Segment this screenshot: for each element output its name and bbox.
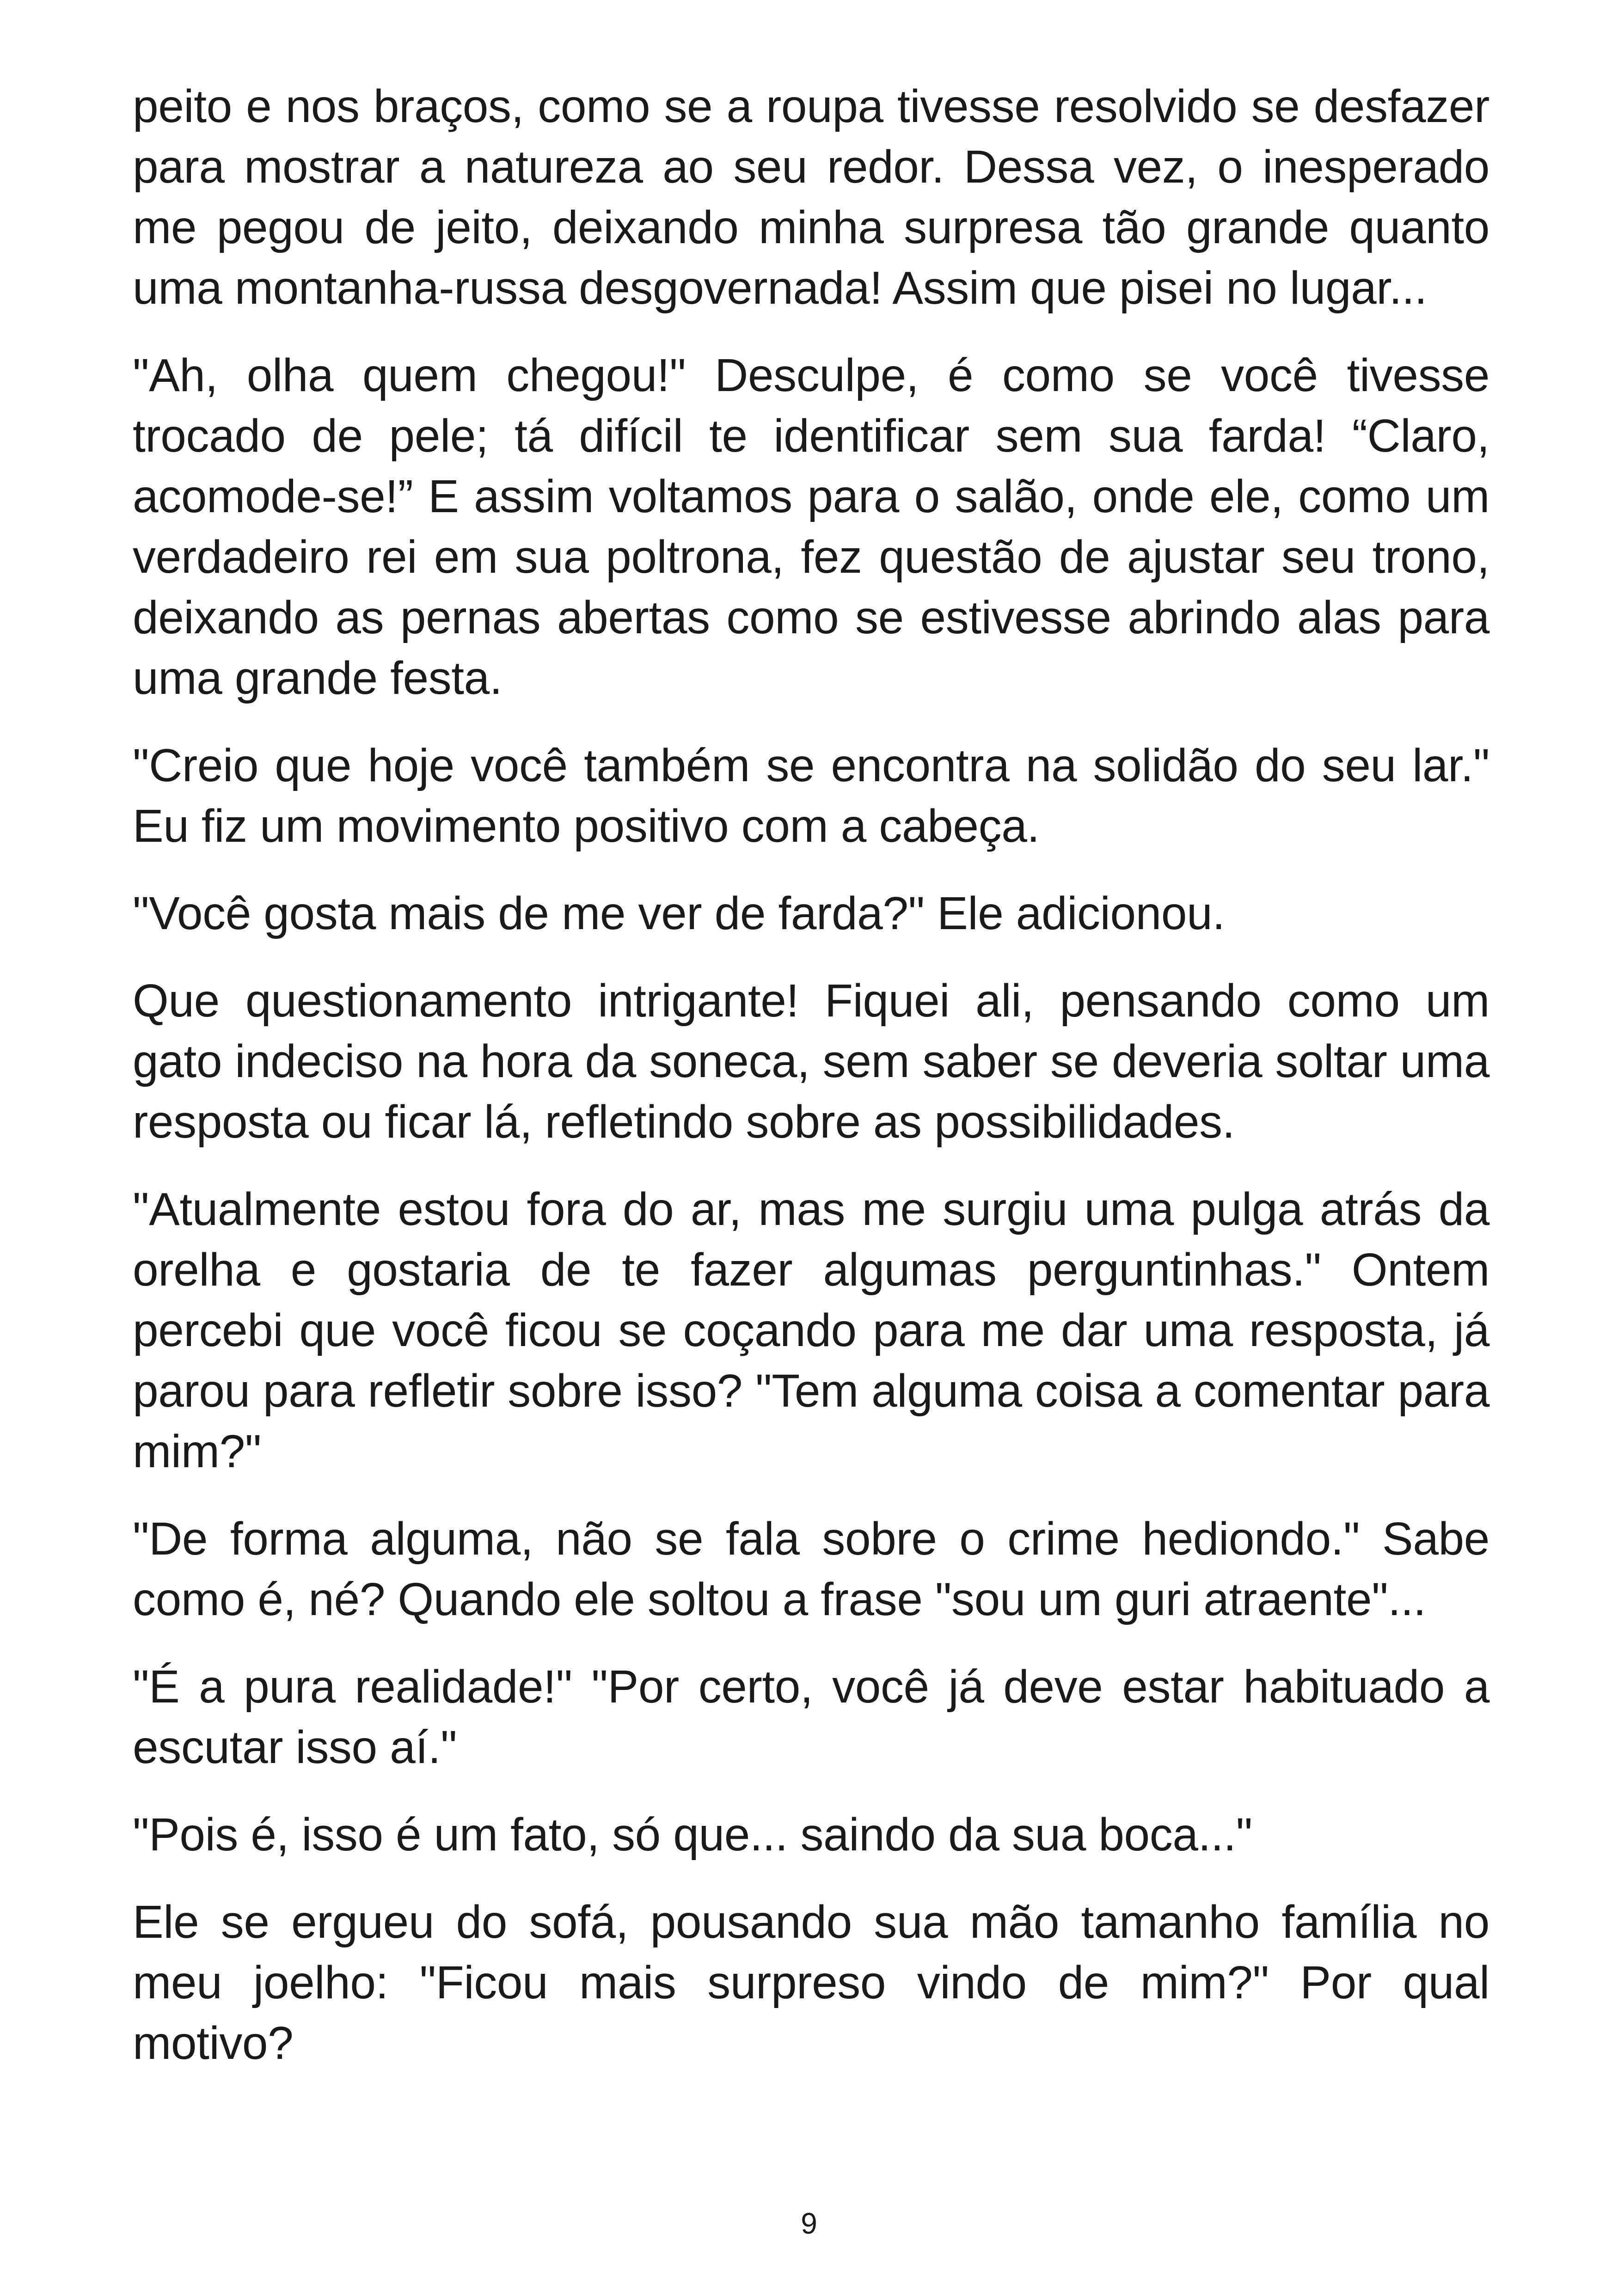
paragraph-8: "É a pura realidade!" "Por certo, você já deve estar habituado a escutar isso aí." xyxy=(133,1661,1489,1773)
paragraph-9: "Pois é, isso é um fato, só que... saindo da sua boca..." xyxy=(133,1809,1252,1861)
page-number: 9 xyxy=(801,2207,817,2240)
paragraph-2: "Ah, olha quem chegou!" Desculpe, é como se você tivesse trocado de pele; tá difícil te identificar sem sua farda! “Claro, acomode-se!” E assim voltamos para o salão, onde ele, como um verdadeiro rei em sua poltrona, fez questão de ajustar seu trono, deixando as pernas abertas como se estivesse abrindo alas para uma grande festa. xyxy=(133,349,1489,704)
paragraph-4: "Você gosta mais de me ver de farda?" Ele adicionou. xyxy=(133,888,1225,939)
paragraph-3: "Creio que hoje você também se encontra na solidão do seu lar." Eu fiz um movimento positivo com a cabeça. xyxy=(133,740,1489,852)
page-body xyxy=(133,76,1489,2100)
paragraph-1: peito e nos braços, como se a roupa tivesse resolvido se desfazer para mostrar a natureza ao seu redor. Dessa vez, o inesperado me pegou de jeito, deixando minha surpresa tão grande quanto uma montanha-russa desgovernada! Assim que pisei no lugar... xyxy=(133,80,1489,314)
paragraph-7: "De forma alguma, não se fala sobre o crime hediondo." Sabe como é, né? Quando ele soltou a frase "sou um guri atraente"... xyxy=(133,1513,1489,1625)
paragraph-6: "Atualmente estou fora do ar, mas me surgiu uma pulga atrás da orelha e gostaria de te fazer algumas perguntinhas." Ontem percebi que você ficou se coçando para me dar uma resposta, já parou para refletir sobre isso? "Tem alguma coisa a comentar para mim?" xyxy=(133,1183,1489,1477)
paragraph-5: Que questionamento intrigante! Fiquei ali, pensando como um gato indeciso na hora da soneca, sem saber se deveria soltar uma resposta ou ficar lá, refletindo sobre as possibilidades. xyxy=(133,975,1489,1148)
paragraph-10: Ele se ergueu do sofá, pousando sua mão tamanho família no meu joelho: "Ficou mais surpreso vindo de mim?" Por qual motivo? xyxy=(133,1896,1489,2069)
